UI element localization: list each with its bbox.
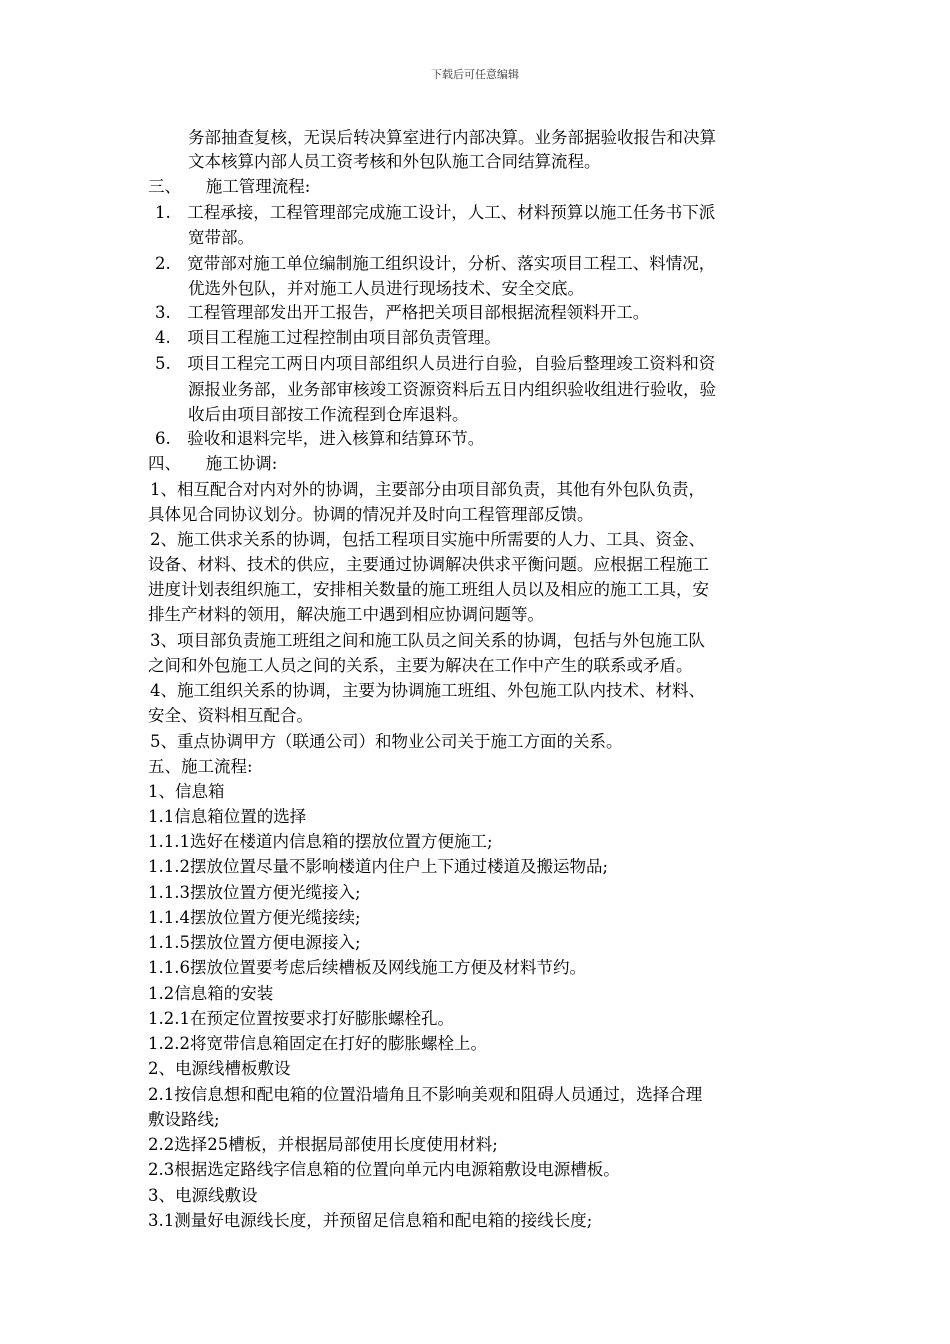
list-item: 1. 工程承接，工程管理部完成施工设计，人工、材料预算以施工任务书下派 [155, 203, 716, 222]
text-line: 宽带部。 [188, 228, 254, 247]
list-item: 4. 项目工程施工过程控制由项目部负责管理。 [155, 328, 501, 347]
list-item: 1.1.2摆放位置尽量不影响楼道内住户上下通过楼道及搬运物品; [148, 857, 609, 876]
text-line: 敷设路线; [148, 1110, 220, 1129]
text-line: 务部抽查复核，无误后转决算室进行内部决算。业务部据验收报告和决算 [188, 128, 716, 147]
list-item: 1.2.2将宽带信息箱固定在打好的膨胀螺栓上。 [148, 1034, 487, 1053]
page-header: 下载后可任意编辑 [431, 68, 519, 81]
subsection-heading: 1.2信息箱的安装 [148, 984, 274, 1003]
subsection-heading: 3、电源线敷设 [148, 1186, 258, 1205]
paragraph-line: 进度计划表组织施工，安排相关数量的施工班组人员以及相应的施工工具，安 [148, 580, 709, 599]
paragraph-line: 4、施工组织关系的协调，主要为协调施工班组、外包施工队内技术、材料、 [150, 681, 705, 700]
paragraph-line: 安全、资料相互配合。 [148, 706, 313, 725]
paragraph-line: 5、重点协调甲方（联通公司）和物业公司关于施工方面的关系。 [150, 732, 623, 751]
subsection-heading: 1、信息箱 [148, 782, 225, 801]
section-heading: 三、 施工管理流程: [148, 177, 311, 196]
list-item: 2. 宽带部对施工单位编制施工组织设计，分析、落实项目工程工、料情况， [155, 254, 716, 273]
list-item: 5. 项目工程完工两日内项目部组织人员进行自验，自验后整理竣工资料和资 [155, 354, 716, 373]
list-item: 1.1.1选好在楼道内信息箱的摆放位置方便施工; [148, 832, 493, 851]
text-line: 文本核算内部人员工资考核和外包队施工合同结算流程。 [188, 152, 601, 171]
paragraph-line: 1、相互配合对内对外的协调，主要部分由项目部负责，其他有外包队负责， [150, 480, 705, 499]
list-item: 2.1按信息想和配电箱的位置沿墙角且不影响美观和阻碍人员通过，选择合理 [148, 1085, 703, 1104]
paragraph-line: 设备、材料、技术的供应，主要通过协调解决供求平衡问题。应根据工程施工 [148, 555, 709, 574]
paragraph-line: 排生产材料的领用，解决施工中遇到相应协调问题等。 [148, 605, 544, 624]
list-item: 2.3根据选定路线字信息箱的位置向单元内电源箱敷设电源槽板。 [148, 1160, 620, 1179]
subsection-heading: 2、电源线槽板敷设 [148, 1059, 291, 1078]
list-item: 1.1.6摆放位置要考虑后续槽板及网线施工方便及材料节约。 [148, 958, 586, 977]
paragraph-line: 2、施工供求关系的协调，包括工程项目实施中所需要的人力、工具、资金、 [150, 530, 705, 549]
list-item: 3.1测量好电源线长度，并预留足信息箱和配电箱的接线长度; [148, 1211, 593, 1230]
section-heading: 四、 施工协调: [148, 454, 278, 473]
text-line: 收后由项目部按工作流程到仓库退料。 [188, 405, 469, 424]
text-line: 优选外包队，并对施工人员进行现场技术、安全交底。 [188, 279, 584, 298]
subsection-heading: 1.1信息箱位置的选择 [148, 807, 307, 826]
text-line: 源报业务部，业务部审核竣工资源资料后五日内组织验收组进行验收，验 [188, 380, 716, 399]
list-item: 2.2选择25槽板，并根据局部使用长度使用材料; [148, 1135, 498, 1154]
list-item: 1.1.3摆放位置方便光缆接入; [148, 883, 361, 902]
paragraph-line: 3、项目部负责施工班组之间和施工队员之间关系的协调，包括与外包施工队 [150, 631, 705, 650]
paragraph-line: 具体见合同协议划分。协调的情况并及时向工程管理部反馈。 [148, 505, 594, 524]
list-item: 6. 验收和退料完毕，进入核算和结算环节。 [155, 429, 485, 448]
list-item: 1.1.4摆放位置方便光缆接续; [148, 908, 361, 927]
list-item: 1.1.5摆放位置方便电源接入; [148, 933, 361, 952]
list-item: 1.2.1在预定位置按要求打好膨胀螺栓孔。 [148, 1009, 454, 1028]
list-item: 3. 工程管理部发出开工报告，严格把关项目部根据流程领料开工。 [155, 303, 650, 322]
paragraph-line: 之间和外包施工人员之间的关系，主要为解决在工作中产生的联系或矛盾。 [148, 656, 693, 675]
section-heading: 五、施工流程: [148, 757, 253, 776]
